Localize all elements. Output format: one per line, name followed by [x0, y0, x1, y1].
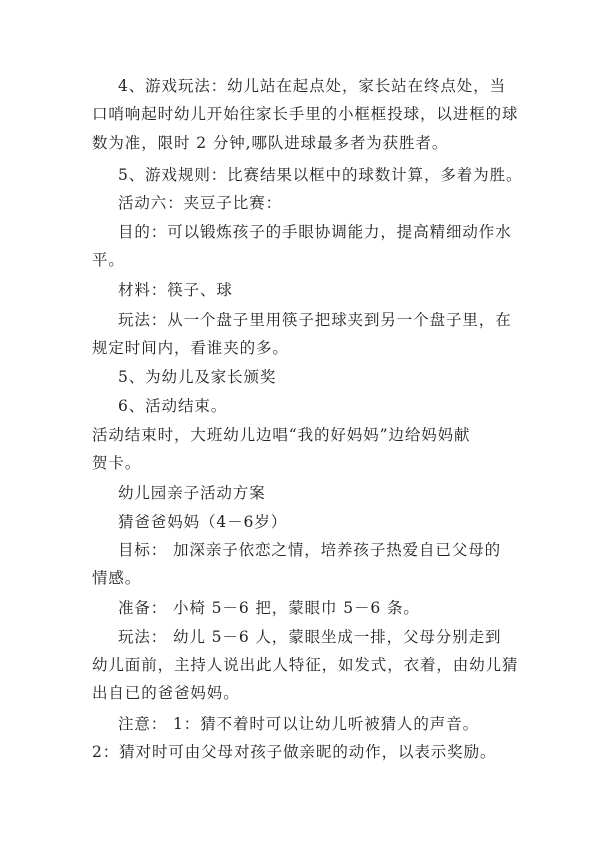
- text-line: 幼儿面前，主持人说出此人特征，如发式，衣着，由幼儿猜: [92, 656, 519, 674]
- section-heading: 活动六：夹豆子比赛：: [118, 194, 283, 212]
- text-line: 情感。: [92, 569, 142, 587]
- text-line: 活动结束时，大班幼儿边唱“我的好妈妈”边给妈妈献: [92, 426, 471, 444]
- text-line: 目标： 加深亲子依恋之情，培养孩子热爱自已父母的: [118, 541, 502, 559]
- section-heading: 猜爸爸妈妈（4－6岁）: [118, 513, 288, 531]
- text-line: 准备： 小椅 5－6 把，蒙眼巾 5－6 条。: [118, 599, 420, 617]
- text-line: 出自已的爸爸妈妈。: [92, 684, 240, 702]
- text-line: 4、游戏玩法：幼儿站在起点处，家长站在终点处，当: [118, 77, 506, 95]
- text-line: 数为准，限时 2 分钟,哪队进球最多者为获胜者。: [92, 134, 449, 152]
- text-line: 平。: [92, 251, 125, 269]
- text-line: 玩法：从一个盘子里用筷子把球夹到另一个盘子里，在: [118, 311, 512, 329]
- text-line: 目的：可以锻炼孩子的手眼协调能力，提高精细动作水: [118, 223, 512, 241]
- text-line: 5、游戏规则：比赛结果以框中的球数计算，多着为胜。: [118, 166, 523, 184]
- text-line: 口哨响起时幼儿开始往家长手里的小框框投球，以进框的球: [92, 105, 519, 123]
- text-line: 玩法： 幼儿 5－6 人，蒙眼坐成一排，父母分别走到: [118, 628, 502, 646]
- section-heading: 幼儿园亲子活动方案: [118, 484, 266, 502]
- text-line: 6、活动结束。: [118, 397, 228, 415]
- text-line: 规定时间内，看谁夹的多。: [92, 339, 289, 357]
- text-line: 贺卡。: [92, 454, 142, 472]
- text-line: 2：猜对时可由父母对孩子做亲昵的动作，以表示奖励。: [92, 743, 497, 761]
- text-line: 注意： 1：猜不着时可以让幼儿听被猜人的声音。: [118, 715, 479, 733]
- text-line: 材料：筷子、球: [118, 281, 233, 299]
- text-line: 5、为幼儿及家长颁奖: [118, 368, 277, 386]
